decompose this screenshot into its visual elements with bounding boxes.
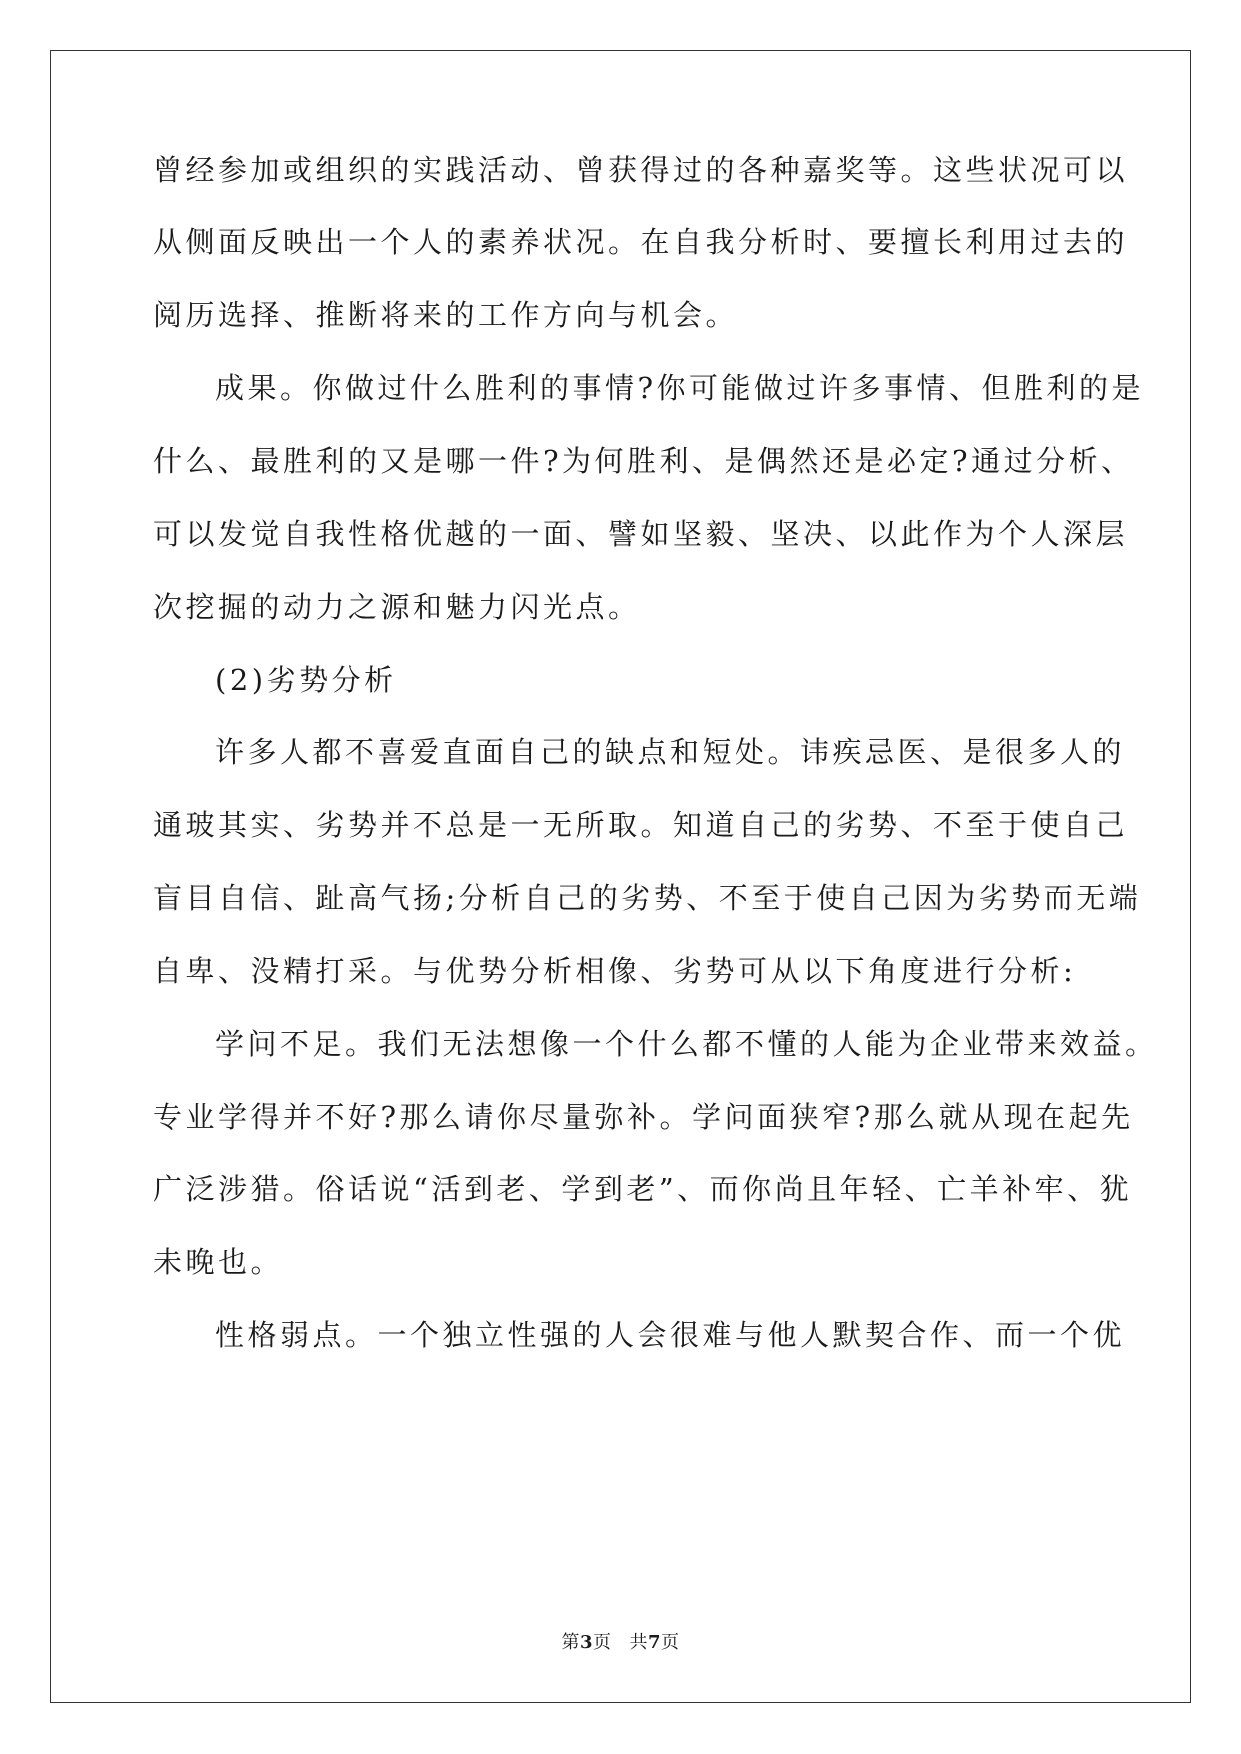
paragraph-line: 专业学得并不好?那么请你尽量弥补。学问面狭窄?那么就从现在起先 (153, 1100, 1134, 1134)
paragraph-line: 自卑、没精打采。与优势分析相像、劣势可从以下角度进行分析: (153, 954, 1077, 988)
total-prefix: 共 (629, 1632, 648, 1653)
paragraph-line: 从侧面反映出一个人的素养状况。在自我分析时、要擅长利用过去的 (153, 225, 1129, 259)
paragraph-line: 次挖掘的动力之源和魅力闪光点。 (153, 590, 641, 624)
page-footer (0, 1628, 1241, 1654)
paragraph-line: 性格弱点。一个独立性强的人会很难与他人默契合作、而一个优 (215, 1318, 1126, 1352)
total-suffix: 页 (661, 1632, 680, 1653)
paragraph-line: 盲目自信、趾高气扬;分析自己的劣势、不至于使自己因为劣势而无端 (153, 881, 1142, 915)
total-pages: 7 (648, 1632, 662, 1653)
paragraph-line: 学问不足。我们无法想像一个什么都不懂的人能为企业带来效益。 (215, 1027, 1158, 1061)
paragraph-line: 未晚也。 (153, 1245, 284, 1279)
page-suffix: 页 (593, 1632, 612, 1653)
paragraph-line: 成果。你做过什么胜利的事情?你可能做过许多事情、但胜利的是 (215, 371, 1145, 405)
page-number: 3 (579, 1632, 593, 1653)
paragraph-line: 通玻其实、劣势并不总是一无所取。知道自己的劣势、不至于使自己 (153, 808, 1129, 842)
page-prefix: 第 (561, 1632, 580, 1653)
paragraph-line: 曾经参加或组织的实践活动、曾获得过的各种嘉奖等。这些状况可以 (153, 153, 1129, 187)
paragraph-line: 广泛涉猎。俗话说“活到老、学到老”、而你尚且年轻、亡羊补牢、犹 (153, 1172, 1133, 1206)
paragraph-line: 阅历选择、推断将来的工作方向与机会。 (153, 298, 739, 332)
section-heading: (2)劣势分析 (215, 663, 397, 697)
paragraph-line: 什么、最胜利的又是哪一件?为何胜利、是偶然还是必定?通过分析、 (153, 444, 1134, 478)
paragraph-line: 可以发觉自我性格优越的一面、譬如坚毅、坚决、以此作为个人深层 (153, 517, 1129, 551)
paragraph-line: 许多人都不喜爱直面自己的缺点和短处。讳疾忌医、是很多人的 (215, 735, 1126, 769)
